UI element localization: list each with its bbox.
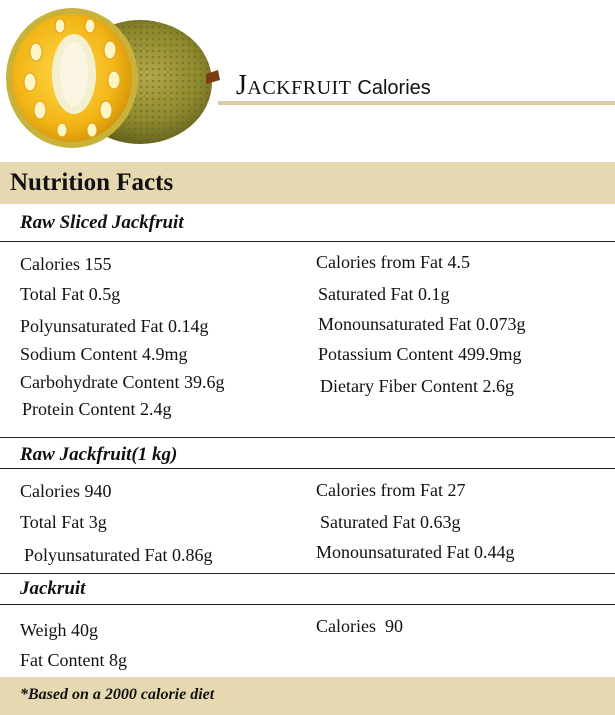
section-divider — [0, 573, 615, 574]
nutrient-item: Saturated Fat 0.63g — [320, 512, 461, 532]
nutrient-item: Dietary Fiber Content 2.6g — [320, 376, 514, 396]
nutrition-facts-band — [0, 162, 615, 204]
nutrient-item: Fat Content 8g — [20, 650, 127, 670]
nutrient-item: Calories 90 — [316, 616, 403, 636]
nutrient-item: Polyunsaturated Fat 0.86g — [24, 545, 213, 565]
section-title-raw-sliced: Raw Sliced Jackfruit — [20, 212, 184, 233]
section-divider — [0, 604, 615, 605]
nutrient-item: Monounsaturated Fat 0.073g — [318, 314, 526, 334]
nutrient-item: Potassium Content 499.9mg — [318, 344, 522, 364]
footer-note: *Based on a 2000 calorie diet — [20, 686, 215, 703]
page-header — [0, 0, 615, 160]
section-title-jackruit: Jackruit — [20, 578, 86, 599]
title-main: Jackfruit — [236, 70, 352, 101]
nutrient-item: Weigh 40g — [20, 620, 99, 640]
nutrient-item: Monounsaturated Fat 0.44g — [316, 542, 515, 562]
nutrient-item: Saturated Fat 0.1g — [318, 284, 450, 304]
nutrient-item: Calories from Fat 4.5 — [316, 252, 470, 272]
section-divider — [0, 468, 615, 469]
section-divider — [0, 437, 615, 438]
nutrient-item: Carbohydrate Content 39.6g — [20, 372, 225, 392]
nutrient-item: Total Fat 0.5g — [20, 284, 121, 304]
nutrient-item: Protein Content 2.4g — [22, 399, 172, 419]
section-title-raw-1kg: Raw Jackfruit(1 kg) — [20, 444, 178, 465]
footer-band — [0, 677, 615, 715]
nutrition-facts-heading: Nutrition Facts — [10, 169, 174, 196]
jackfruit-image — [0, 0, 225, 160]
page-title — [236, 70, 431, 102]
nutrient-item: Polyunsaturated Fat 0.14g — [20, 316, 209, 336]
nutrient-item: Sodium Content 4.9mg — [20, 344, 188, 364]
title-underline — [218, 101, 615, 105]
section-divider — [0, 241, 615, 242]
nutrient-item: Calories 155 — [20, 254, 112, 274]
nutrient-item: Calories from Fat 27 — [316, 480, 466, 500]
nutrient-item: Total Fat 3g — [20, 512, 107, 532]
nutrient-item: Calories 940 — [20, 481, 112, 501]
title-sub: Calories — [357, 77, 431, 99]
